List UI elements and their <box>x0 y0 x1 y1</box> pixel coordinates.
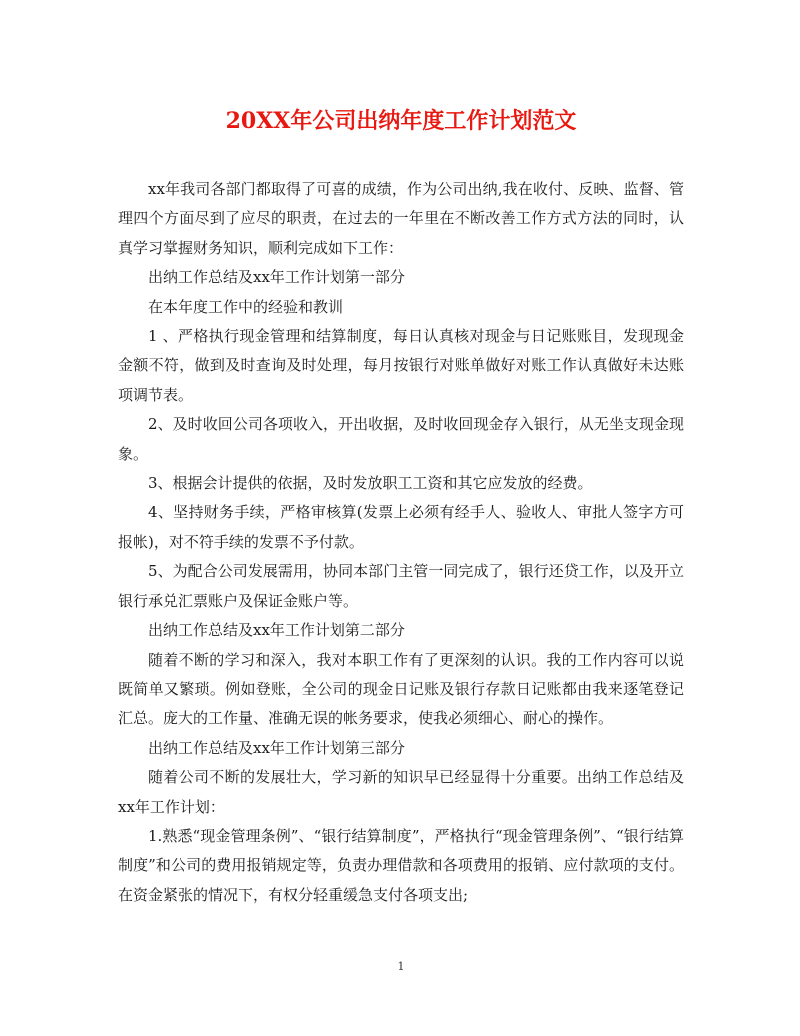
list-item: 3、根据会计提供的依据，及时发放职工工资和其它应发放的经费。 <box>148 474 593 493</box>
paragraph: 随着公司不断的发展壮大，学习新的知识早已经显得十分重要。出纳工作总结及xx年工作计划： <box>118 768 684 816</box>
document-title: 20XX年公司出纳年度工作计划范文 <box>225 108 577 134</box>
paragraph: xx年我司各部门都取得了可喜的成绩，作为公司出纳,我在收付、反映、监督、管理四个方面尽到了应尽的职责，在过去的一年里在不断改善工作方式方法的同时，认真学习掌握财务知识，顺利完成如下工作： <box>118 180 684 257</box>
list-item: 2、及时收回公司各项收入，开出收据，及时收回现金存入银行，从无坐支现金现象。 <box>118 415 684 463</box>
section-heading: 出纳工作总结及xx年工作计划第一部分 <box>148 268 405 287</box>
list-item: 1 、严格执行现金管理和结算制度，每日认真核对现金与日记账账目，发现现金金额不符，做到及时查询及时处理，每月按银行对账单做好对账工作认真做好未达账项调节表。 <box>118 327 684 404</box>
document-body <box>118 175 684 910</box>
section-heading: 出纳工作总结及xx年工作计划第二部分 <box>148 621 405 640</box>
paragraph: 随着不断的学习和深入，我对本职工作有了更深刻的认识。我的工作内容可以说既简单又繁琐。例如登账，全公司的现金日记账及银行存款日记账都由我来逐笔登记汇总。庞大的工作量、准确无误的帐务要求，使我必须细心、耐心的操作。 <box>118 650 684 728</box>
paragraph: 在本年度工作中的经验和教训 <box>148 297 344 316</box>
section-heading: 出纳工作总结及xx年工作计划第三部分 <box>148 738 405 757</box>
list-item: 5、为配合公司发展需用，协同本部门主管一同完成了，银行还贷工作，以及开立银行承兑汇票账户及保证金账户等。 <box>118 562 684 610</box>
list-item: 4、坚持财务手续，严格审核算(发票上必须有经手人、验收人、审批人签字方可报帐)，对不符手续的发票不予付款。 <box>118 503 684 551</box>
page-number: 1 <box>397 960 405 973</box>
document-page <box>118 0 684 1036</box>
list-item: 1.熟悉“现金管理条例”、“银行结算制度”，严格执行“现金管理条例”、“银行结算制度”和公司的费用报销规定等，负责办理借款和各项费用的报销、应付款项的支付。在资金紧张的情况下，有权分轻重缓急支付各项支出; <box>118 826 684 904</box>
